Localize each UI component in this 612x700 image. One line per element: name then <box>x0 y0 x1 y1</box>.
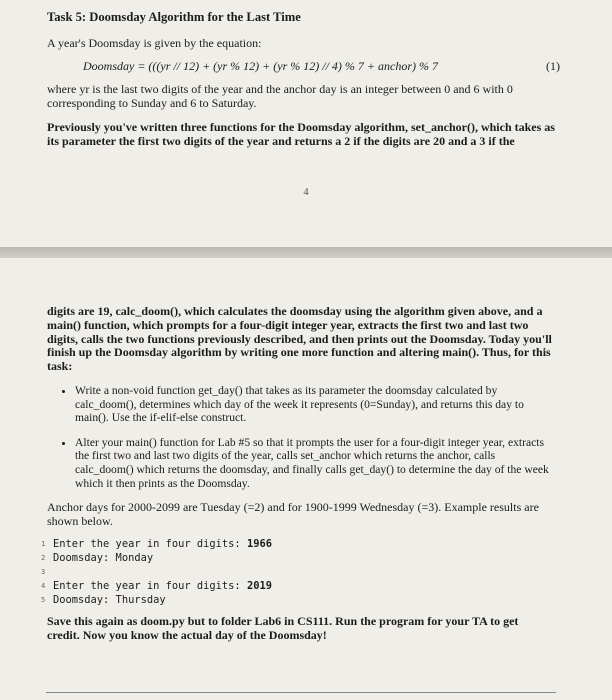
page-number: 4 <box>303 187 309 198</box>
equation-intro: A year's Doomsday is given by the equation: <box>47 36 262 50</box>
document-page-2 <box>0 258 612 700</box>
previous-paragraph: Previously you've written three functions for the Doomsday algorithm, set_anchor(), which takes as its parameter the first two digits of the year and returns a 2 if the digits are 20 and a 3 if the <box>47 120 555 149</box>
console-input: 2019 <box>246 579 272 592</box>
bullet-get-day: • Write a non-void function get_day() that takes as its parameter the doomsday calculated by calc_doom(), determines which day of the week it represents (0=Sunday), and returns this day to main(). Use the if-elif-else construct. <box>75 384 554 425</box>
console-prompt: Enter the year in four digits: <box>53 537 247 550</box>
doomsday-equation <box>83 59 560 75</box>
line-number: 2 <box>41 553 46 562</box>
document-page-1 <box>0 0 612 247</box>
console-line <box>41 537 554 551</box>
task-title: Task 5: Doomsday Algorithm for the Last Time <box>47 10 301 24</box>
console-output: Doomsday: Monday <box>53 551 154 564</box>
anchor-paragraph: Anchor days for 2000-2099 are Tuesday (=2) and for 1900-1999 Wednesday (=3). Example results are shown below. <box>47 500 539 528</box>
line-number: 3 <box>41 567 46 576</box>
continued-paragraph: digits are 19, calc_doom(), which calculates the doomsday using the algorithm given above, and a main() function, which prompts for a four-digit integer year, extracts the first two and last two digits, calls the two functions previously described, and then prints out the Doomsday. Today you'll finish up the Doomsday algorithm by writing one more function and altering main(). Thus, for this task: <box>47 304 552 374</box>
console-output: Doomsday: Thursday <box>53 593 166 606</box>
page-gap <box>0 247 612 258</box>
console-input: 1966 <box>246 537 272 550</box>
console-line <box>41 551 554 565</box>
equation-number: (1) <box>546 58 560 73</box>
line-number: 1 <box>41 539 46 548</box>
console-line <box>41 579 554 593</box>
console-line <box>41 565 554 579</box>
where-paragraph: where yr is the last two digits of the year and the anchor day is an integer between 0 and 6 with 0 corresponding to Sunday and 6 to Saturday. <box>47 81 513 110</box>
bottom-rule <box>46 692 556 693</box>
line-number: 5 <box>41 595 46 604</box>
bullet-alter-main: • Alter your main() function for Lab #5 so that it prompts the user for a four-digit integer year, extracts the first two and last two digits of the year, calls set_anchor which returns the anchor, calls calc_doom() which returns the doomsday, and finally calls get_day() to determine the day of the week which it then prints as the Doomsday. <box>75 436 554 490</box>
save-paragraph: Save this again as doom.py but to folder Lab6 in CS111. Run the program for your TA to get credit. Now you know the actual day of the Doomsday! <box>47 613 519 642</box>
task-bullet-list <box>47 384 554 490</box>
equation-text: Doomsday = (((yr // 12) + (yr % 12) + (yr % 12) // 4) % 7 + anchor) % 7 <box>83 58 438 73</box>
console-prompt: Enter the year in four digits: <box>53 579 247 592</box>
example-console <box>41 537 554 607</box>
console-line <box>41 593 554 607</box>
line-number: 4 <box>41 581 46 590</box>
